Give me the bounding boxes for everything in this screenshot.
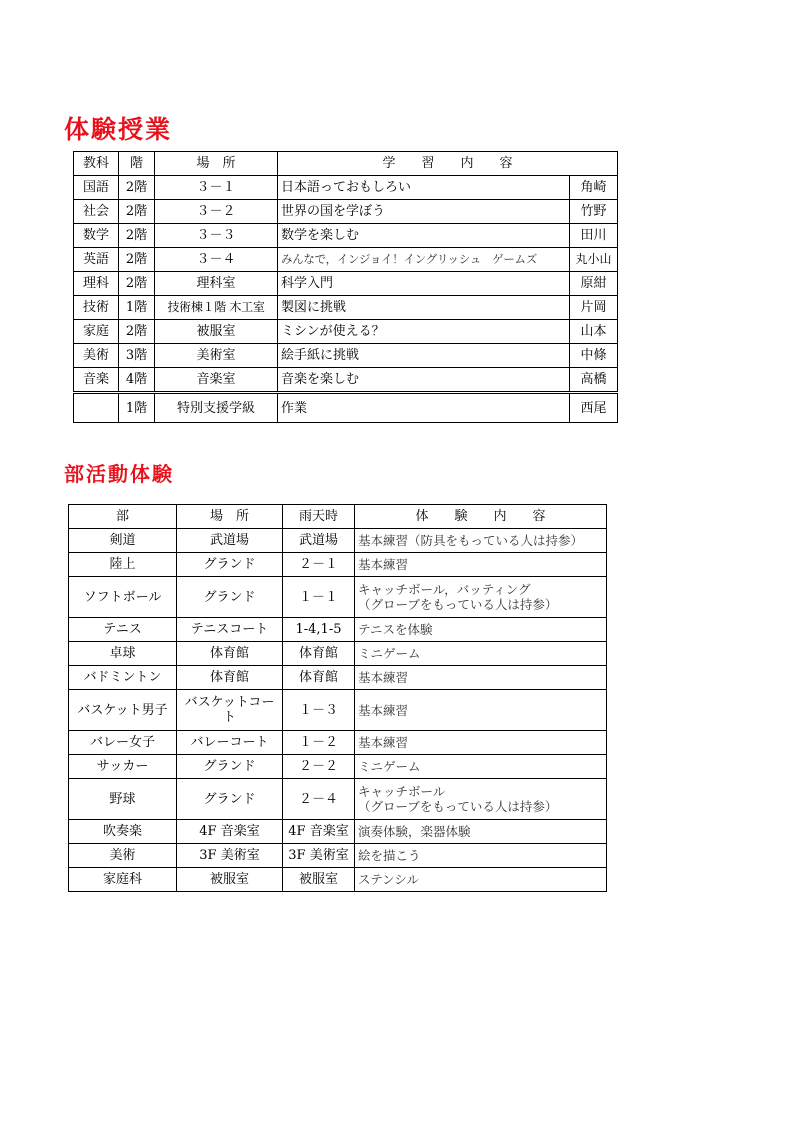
rain-cell: １－１ bbox=[283, 577, 355, 618]
header-place: 場 所 bbox=[155, 152, 278, 176]
place-cell: 特別支援学級 bbox=[155, 393, 278, 423]
table-row bbox=[69, 690, 607, 731]
place-cell: 3F 美術室 bbox=[177, 844, 283, 868]
place-cell: グランド bbox=[177, 779, 283, 820]
club-cell: バスケット男子 bbox=[69, 690, 177, 731]
table-row bbox=[74, 344, 618, 368]
teacher-cell: 中條 bbox=[570, 344, 618, 368]
subject-cell: 技術 bbox=[74, 296, 119, 320]
table-row bbox=[74, 368, 618, 393]
floor-cell: 2階 bbox=[119, 320, 155, 344]
place-cell: ３－３ bbox=[155, 224, 278, 248]
trial-classes-table bbox=[73, 151, 618, 423]
subject-cell: 美術 bbox=[74, 344, 119, 368]
table-row bbox=[69, 868, 607, 892]
table-row bbox=[69, 844, 607, 868]
content-cell: みんなで，インジョイ！イングリッシュ ゲームズ bbox=[278, 248, 570, 272]
subject-cell: 理科 bbox=[74, 272, 119, 296]
teacher-cell: 山本 bbox=[570, 320, 618, 344]
content-cell: 演奏体験，楽器体験 bbox=[355, 820, 607, 844]
teacher-cell: 原紺 bbox=[570, 272, 618, 296]
place-cell: 美術室 bbox=[155, 344, 278, 368]
table-row bbox=[69, 731, 607, 755]
rain-cell: 1-4,1-5 bbox=[283, 618, 355, 642]
content-cell: 世界の国を学ぼう bbox=[278, 200, 570, 224]
teacher-cell: 西尾 bbox=[570, 393, 618, 423]
content-cell: 絵手紙に挑戦 bbox=[278, 344, 570, 368]
place-cell: ３－１ bbox=[155, 176, 278, 200]
table-row bbox=[69, 820, 607, 844]
content-cell bbox=[355, 577, 607, 618]
table-header-row bbox=[69, 505, 607, 529]
club-trial-table bbox=[68, 504, 607, 892]
place-cell: グランド bbox=[177, 577, 283, 618]
place-cell: 技術棟１階 木工室 bbox=[155, 296, 278, 320]
floor-cell: 3階 bbox=[119, 344, 155, 368]
club-cell: 家庭科 bbox=[69, 868, 177, 892]
table-row bbox=[69, 666, 607, 690]
place-cell: テニスコート bbox=[177, 618, 283, 642]
club-cell: 美術 bbox=[69, 844, 177, 868]
content-cell: ミニゲーム bbox=[355, 642, 607, 666]
table-row bbox=[69, 529, 607, 553]
place-cell: ３－２ bbox=[155, 200, 278, 224]
rain-cell: 被服室 bbox=[283, 868, 355, 892]
subject-cell: 国語 bbox=[74, 176, 119, 200]
table-row bbox=[69, 642, 607, 666]
place-cell: 被服室 bbox=[155, 320, 278, 344]
teacher-cell: 竹野 bbox=[570, 200, 618, 224]
content-cell: ミシンが使える？ bbox=[278, 320, 570, 344]
content-cell: 日本語っておもしろい bbox=[278, 176, 570, 200]
content-line-1: キャッチボール bbox=[358, 784, 446, 799]
club-cell: バレー女子 bbox=[69, 731, 177, 755]
content-cell: 科学入門 bbox=[278, 272, 570, 296]
content-cell: 基本練習 bbox=[355, 553, 607, 577]
place-cell: バレーコート bbox=[177, 731, 283, 755]
place-cell: ３－４ bbox=[155, 248, 278, 272]
floor-cell: 2階 bbox=[119, 272, 155, 296]
place-cell: 武道場 bbox=[177, 529, 283, 553]
rain-cell: １－２ bbox=[283, 731, 355, 755]
content-line-2: （グローブをもっている人は持参） bbox=[358, 597, 558, 612]
club-cell: ソフトボール bbox=[69, 577, 177, 618]
teacher-cell: 丸小山 bbox=[570, 248, 618, 272]
table-row bbox=[74, 176, 618, 200]
subject-cell: 数学 bbox=[74, 224, 119, 248]
place-cell: 体育館 bbox=[177, 642, 283, 666]
rain-cell: 3F 美術室 bbox=[283, 844, 355, 868]
table-row bbox=[74, 248, 618, 272]
table-row bbox=[69, 779, 607, 820]
table-row bbox=[74, 272, 618, 296]
teacher-cell: 片岡 bbox=[570, 296, 618, 320]
table-row bbox=[74, 393, 618, 423]
table-row bbox=[69, 618, 607, 642]
table-row bbox=[69, 553, 607, 577]
table-header-row bbox=[74, 152, 618, 176]
floor-cell: 2階 bbox=[119, 224, 155, 248]
club-cell: 剣道 bbox=[69, 529, 177, 553]
floor-cell: 1階 bbox=[119, 296, 155, 320]
club-cell: 陸上 bbox=[69, 553, 177, 577]
section-title-club-trial: 部活動体験 bbox=[64, 462, 174, 486]
place-cell: グランド bbox=[177, 553, 283, 577]
content-line-1: キャッチボール，バッティング bbox=[358, 582, 531, 597]
rain-cell: １－３ bbox=[283, 690, 355, 731]
content-cell: テニスを体験 bbox=[355, 618, 607, 642]
club-cell: サッカー bbox=[69, 755, 177, 779]
content-cell: 基本練習 bbox=[355, 666, 607, 690]
content-cell: 音楽を楽しむ bbox=[278, 368, 570, 393]
header-content: 体 験 内 容 bbox=[355, 505, 607, 529]
club-cell: 野球 bbox=[69, 779, 177, 820]
floor-cell: 1階 bbox=[119, 393, 155, 423]
teacher-cell: 高橋 bbox=[570, 368, 618, 393]
rain-cell: 体育館 bbox=[283, 642, 355, 666]
place-cell: グランド bbox=[177, 755, 283, 779]
content-cell: 作業 bbox=[278, 393, 570, 423]
header-floor: 階 bbox=[119, 152, 155, 176]
place-cell: 4F 音楽室 bbox=[177, 820, 283, 844]
header-subject: 教科 bbox=[74, 152, 119, 176]
subject-cell: 英語 bbox=[74, 248, 119, 272]
rain-cell: ２－１ bbox=[283, 553, 355, 577]
table-row bbox=[74, 320, 618, 344]
header-rain: 雨天時 bbox=[283, 505, 355, 529]
header-place: 場 所 bbox=[177, 505, 283, 529]
floor-cell: 4階 bbox=[119, 368, 155, 393]
table-row bbox=[69, 577, 607, 618]
floor-cell: 2階 bbox=[119, 176, 155, 200]
club-cell: 卓球 bbox=[69, 642, 177, 666]
rain-cell: 体育館 bbox=[283, 666, 355, 690]
table-row bbox=[74, 296, 618, 320]
rain-cell: 武道場 bbox=[283, 529, 355, 553]
teacher-cell: 田川 bbox=[570, 224, 618, 248]
subject-cell: 音楽 bbox=[74, 368, 119, 393]
content-cell bbox=[355, 779, 607, 820]
floor-cell: 2階 bbox=[119, 200, 155, 224]
section-title-trial-classes: 体験授業 bbox=[64, 115, 173, 144]
header-content: 学 習 内 容 bbox=[278, 152, 618, 176]
club-cell: 吹奏楽 bbox=[69, 820, 177, 844]
rain-cell: ２－４ bbox=[283, 779, 355, 820]
place-cell: 理科室 bbox=[155, 272, 278, 296]
table-row bbox=[69, 755, 607, 779]
club-cell: テニス bbox=[69, 618, 177, 642]
content-cell: 基本練習 bbox=[355, 731, 607, 755]
subject-cell: 社会 bbox=[74, 200, 119, 224]
content-cell: ステンシル bbox=[355, 868, 607, 892]
club-cell: バドミントン bbox=[69, 666, 177, 690]
place-cell: 体育館 bbox=[177, 666, 283, 690]
place-cell: 音楽室 bbox=[155, 368, 278, 393]
table-row bbox=[74, 200, 618, 224]
header-club: 部 bbox=[69, 505, 177, 529]
place-cell: バスケットコート bbox=[177, 690, 283, 731]
teacher-cell: 角崎 bbox=[570, 176, 618, 200]
content-cell: 基本練習（防具をもっている人は持参） bbox=[355, 529, 607, 553]
table-row bbox=[74, 224, 618, 248]
content-cell: 基本練習 bbox=[355, 690, 607, 731]
rain-cell: ２－２ bbox=[283, 755, 355, 779]
content-cell: 数学を楽しむ bbox=[278, 224, 570, 248]
place-cell: 被服室 bbox=[177, 868, 283, 892]
subject-cell: 家庭 bbox=[74, 320, 119, 344]
content-cell: 絵を描こう bbox=[355, 844, 607, 868]
floor-cell: 2階 bbox=[119, 248, 155, 272]
content-line-2: （グローブをもっている人は持参） bbox=[358, 799, 558, 814]
rain-cell: 4F 音楽室 bbox=[283, 820, 355, 844]
content-cell: ミニゲーム bbox=[355, 755, 607, 779]
content-cell: 製図に挑戦 bbox=[278, 296, 570, 320]
subject-cell bbox=[74, 393, 119, 423]
